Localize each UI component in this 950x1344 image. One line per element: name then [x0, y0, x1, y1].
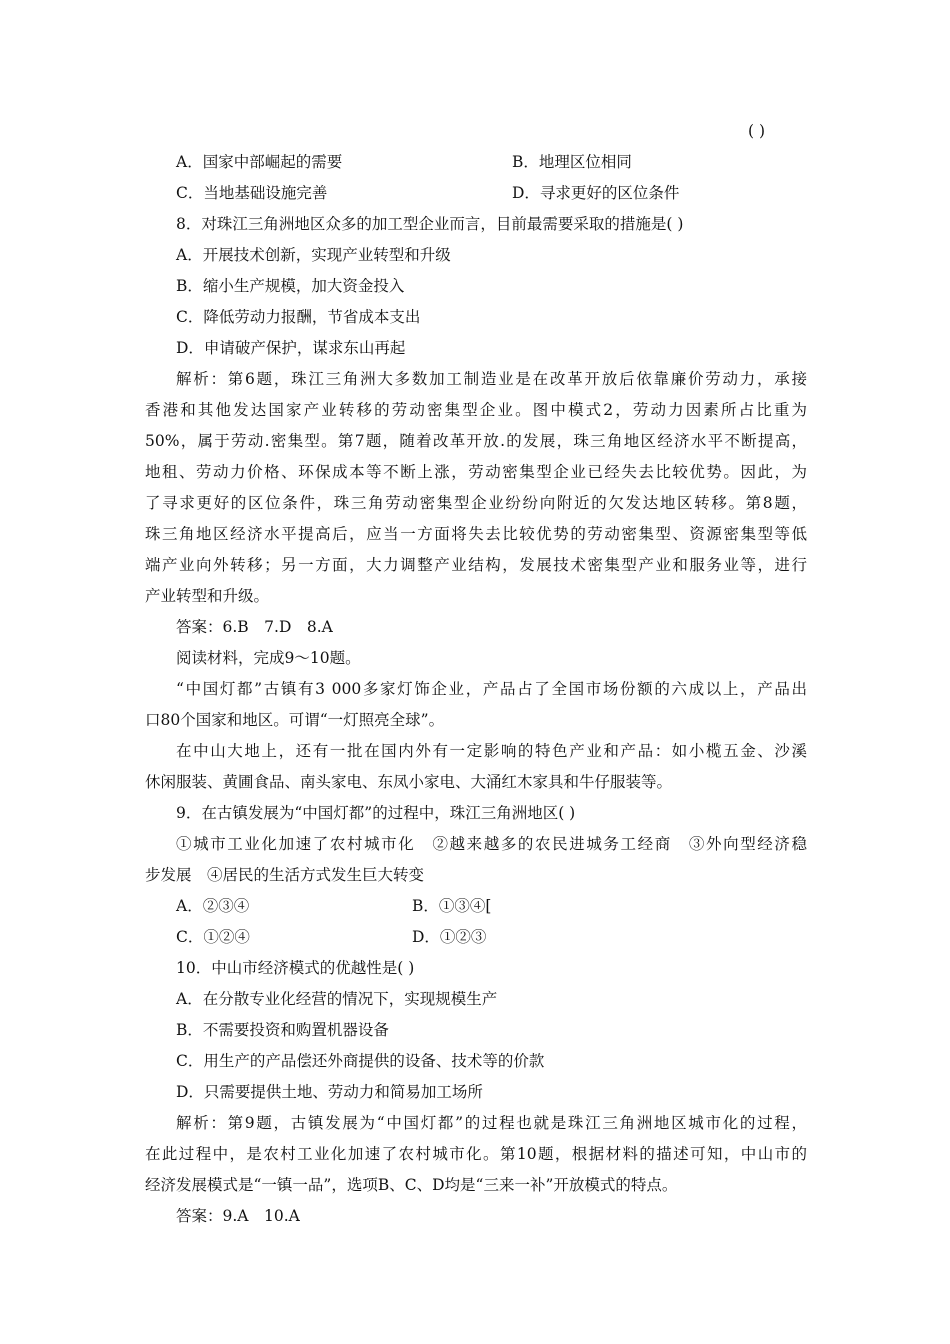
analysis1-line: 解析：第6题，珠江三角洲大多数加工制造业是在改革开放后依靠廉价劳动力，承接 [176, 370, 807, 388]
q9-option-a: A．②③④ [176, 897, 250, 915]
analysis1-line: 地租、劳动力价格、环保成本等不断上涨，劳动密集型企业已经失去比较优势。因此，为 [145, 463, 807, 481]
q10-stem: 10．中山市经济模式的优越性是( ) [176, 959, 415, 977]
analysis1-line: 端产业向外转移；另一方面，大力调整产业结构，发展技术密集型产业和服务业等，进行 [145, 556, 807, 574]
q8-option-b: B．缩小生产规模，加大资金投入 [176, 277, 405, 295]
q8-option-d: D．申请破产保护，谋求东山再起 [176, 339, 406, 357]
analysis1-line: 珠三角地区经济水平提高后，应当一方面将失去比较优势的劳动密集型、资源密集型等低 [145, 525, 807, 543]
analysis2-answer: 答案：9.A 10.A [176, 1207, 300, 1225]
material-p2-line: 休闲服装、黄圃食品、南头家电、东凤小家电、大涌红木家具和牛仔服装等。 [145, 773, 673, 791]
analysis1-line: 了寻求更好的区位条件，珠三角劳动密集型企业纷纷向附近的欠发达地区转移。第8题， [145, 494, 807, 512]
material-p1-line: “中国灯都”古镇有3 000多家灯饰企业，产品占了全国市场份额的六成以上，产品出 [176, 680, 807, 698]
q8-option-a: A．开展技术创新，实现产业转型和升级 [176, 246, 451, 264]
q9-option-c: C．①②④ [176, 928, 250, 946]
q9-option-b: B．①③④[ [412, 897, 492, 915]
q9-items-line: 步发展 ④居民的生活方式发生巨大转变 [145, 866, 425, 884]
q7-option-b: B．地理区位相同 [512, 153, 632, 171]
material-intro: 阅读材料，完成9～10题。 [176, 649, 361, 667]
analysis2-line: 在此过程中，是农村工业化加速了农村城市化。第10题，根据材料的描述可知，中山市的 [145, 1145, 807, 1163]
analysis1-answer: 答案：6.B 7.D 8.A [176, 618, 333, 636]
q10-option-b: B．不需要投资和购置机器设备 [176, 1021, 389, 1039]
analysis1-line: 香港和其他发达国家产业转移的劳动密集型企业。图中模式2，劳动力因素所占比重为 [145, 401, 807, 419]
analysis1-line: 产业转型和升级。 [145, 587, 270, 605]
q10-option-c: C．用生产的产品偿还外商提供的设备、技术等的价款 [176, 1052, 545, 1070]
material-p1-line: 口80个国家和地区。可谓“一灯照亮全球”。 [145, 711, 445, 729]
q10-option-a: A．在分散专业化经营的情况下，实现规模生产 [176, 990, 498, 1008]
q7-answer-bracket: ( ) [748, 122, 766, 140]
material-p2-line: 在中山大地上，还有一批在国内外有一定影响的特色产业和产品：如小榄五金、沙溪 [176, 742, 807, 760]
q8-stem: 8．对珠江三角洲地区众多的加工型企业而言，目前最需要采取的措施是( ) [176, 215, 684, 233]
q9-items-line: ①城市工业化加速了农村城市化 ②越来越多的农民进城务工经商 ③外向型经济稳 [176, 835, 807, 853]
q10-option-d: D．只需要提供土地、劳动力和简易加工场所 [176, 1083, 483, 1101]
analysis2-line: 经济发展模式是“一镇一品”，选项B、C、D均是“三来一补”开放模式的特点。 [145, 1176, 678, 1194]
analysis1-line: 50%，属于劳动.密集型。第7题，随着改革开放.的发展，珠三角地区经济水平不断提高， [145, 432, 807, 450]
q7-option-d: D．寻求更好的区位条件 [512, 184, 680, 202]
analysis2-line: 解析：第9题，古镇发展为“中国灯都”的过程也就是珠江三角洲地区城市化的过程， [176, 1114, 807, 1132]
q8-option-c: C．降低劳动力报酬，节省成本支出 [176, 308, 421, 326]
q9-stem: 9．在古镇发展为“中国灯都”的过程中，珠江三角洲地区( ) [176, 804, 576, 822]
q7-option-a: A．国家中部崛起的需要 [176, 153, 343, 171]
q9-option-d: D．①②③ [412, 928, 487, 946]
q7-option-c: C．当地基础设施完善 [176, 184, 328, 202]
